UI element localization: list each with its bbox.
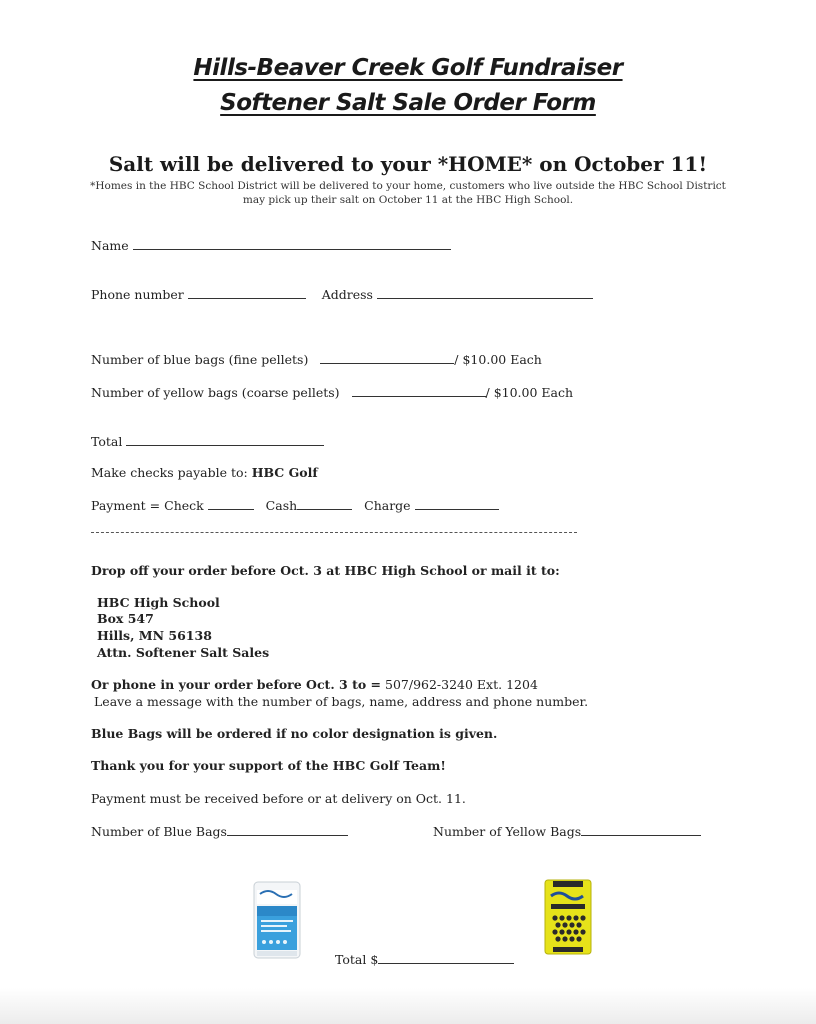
mailing-address-line-4: Attn. Softener Salt Sales [97, 645, 270, 660]
bottom-yellow-bags-field[interactable] [581, 823, 701, 836]
yellow-bags-label: Number of yellow bags (coarse pellets) [91, 385, 340, 400]
thank-you-note: Thank you for your support of the HBC Golf Team! [91, 758, 446, 773]
charge-label: Charge [364, 498, 411, 513]
form-title-line-2: Softener Salt Sale Order Form [220, 90, 596, 116]
address-label: Address [321, 287, 373, 302]
blue-default-note: Blue Bags will be ordered if no color designation is given. [91, 726, 498, 741]
blue-bags-price: / $10.00 Each [454, 352, 542, 367]
cash-label: Cash [265, 498, 298, 513]
bottom-blue-bags-field[interactable] [227, 823, 348, 836]
yellow-bags-field[interactable] [352, 384, 486, 397]
checks-payable-label: Make checks payable to: [91, 465, 248, 480]
grand-total-row [335, 951, 514, 967]
yellow-bags-row [91, 384, 573, 400]
cash-field[interactable] [297, 497, 352, 510]
checks-payable-value: HBC Golf [251, 465, 318, 480]
checks-payable-row [91, 465, 318, 480]
bottom-yellow-bags-row [433, 823, 701, 839]
form-title-line-1: Hills-Beaver Creek Golf Fundraiser [193, 55, 623, 81]
name-row [91, 237, 451, 253]
phone-field[interactable] [188, 286, 306, 299]
phone-order-label: Or phone in your order before Oct. 3 to = [91, 677, 382, 692]
blue-salt-bag-icon [252, 880, 302, 960]
phone-message-note: Leave a message with the number of bags, name, address and phone number. [94, 694, 589, 709]
total-field[interactable] [126, 433, 324, 446]
grand-total-label: Total $ [335, 952, 379, 967]
check-label: Check [164, 498, 204, 513]
grand-total-field[interactable] [378, 951, 514, 964]
payment-row [91, 497, 499, 513]
mailing-address-line-3: Hills, MN 56138 [97, 628, 212, 643]
mailing-address-line-2: Box 547 [97, 611, 154, 626]
bottom-yellow-bags-label: Number of Yellow Bags [433, 824, 582, 839]
address-field[interactable] [377, 286, 593, 299]
phone-address-row [91, 286, 593, 302]
page-bottom-shadow [0, 988, 816, 1024]
mailing-address-line-1: HBC High School [97, 595, 220, 610]
yellow-salt-bag-icon [543, 878, 593, 956]
phone-label: Phone number [91, 287, 184, 302]
bottom-blue-bags-label: Number of Blue Bags [91, 824, 227, 839]
delivery-note: *Homes in the HBC School District will be delivered to your home, customers who live outside the HBC School District may pick up their salt on October 11 at the HBC High School. [90, 180, 726, 206]
blue-bags-label: Number of blue bags (fine pellets) [91, 352, 309, 367]
name-field[interactable] [133, 237, 451, 250]
yellow-bags-price: / $10.00 Each [485, 385, 574, 400]
total-row [91, 433, 324, 449]
cut-line-divider [91, 532, 577, 533]
dropoff-heading: Drop off your order before Oct. 3 at HBC High School or mail it to: [91, 563, 560, 578]
check-field[interactable] [208, 497, 254, 510]
bottom-blue-bags-row [91, 823, 348, 839]
phone-order-row [91, 677, 538, 692]
blue-bags-field[interactable] [320, 351, 454, 364]
payment-deadline-note: Payment must be received before or at delivery on Oct. 11. [91, 791, 466, 806]
total-label: Total [91, 434, 123, 449]
name-label: Name [91, 238, 129, 253]
phone-order-number: 507/962-3240 Ext. 1204 [385, 677, 538, 692]
blue-bags-row [91, 351, 542, 367]
charge-field[interactable] [415, 497, 499, 510]
delivery-headline: Salt will be delivered to your *HOME* on October 11! [108, 152, 708, 176]
payment-label: Payment = [91, 498, 161, 513]
